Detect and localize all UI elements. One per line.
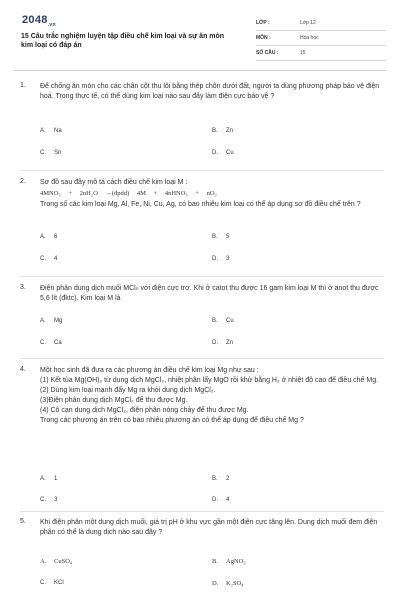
option-c[interactable]	[40, 580, 64, 586]
option-text: Ca	[54, 340, 62, 346]
meta-table	[256, 16, 386, 61]
meta-value: Hóa học	[300, 35, 319, 41]
logo-main-text: 2048	[22, 14, 48, 26]
stem-line: Trong số các kim loại Mg, Al, Fe, Ni, Cu, Ag, có bao nhiêu kim loại có thể áp dụng sơ đồ điều chế trên ?	[40, 201, 361, 208]
option-text: 3	[226, 256, 230, 262]
option-text: Cu	[226, 318, 234, 324]
eq-term: 4M	[136, 190, 146, 197]
question-stem	[40, 366, 384, 426]
eq-term: nO₂	[206, 190, 217, 197]
option-key: A.	[40, 558, 47, 565]
chemical-equation	[40, 189, 384, 199]
option-text: Mg	[54, 318, 63, 324]
option-key: D.	[212, 340, 218, 346]
stem-line: (4) Cô cạn dung dịch MgCl₂, điện phân nóng chảy để thu được Mg.	[40, 407, 249, 414]
logo-sub-text: .vn	[47, 22, 56, 29]
option-d[interactable]	[212, 340, 233, 346]
option-b[interactable]	[212, 558, 246, 565]
worksheet-title: 15 Câu trắc nghiệm luyện tập điều chế kim loại và sự ăn mòn kim loại có đáp án	[21, 33, 225, 49]
option-d[interactable]	[212, 150, 234, 156]
worksheet-header	[14, 12, 386, 64]
option-b[interactable]	[212, 234, 229, 240]
question-number: 2.	[20, 178, 26, 185]
option-text: 1	[54, 476, 58, 482]
stem-line: (3)Điện phân dung dịch MgCl₂ để thu được Mg.	[40, 397, 188, 404]
eq-term: 2nH₂O	[79, 190, 98, 197]
option-key: B.	[212, 476, 218, 482]
option-key: B.	[212, 234, 218, 240]
question-stem: Điện phân dung dịch muối MClₙ với điện cực trơ. Khi ở catot thu được 16 gam kim loại M thì ở anot thu được 5,6 lít (đktc). Kim loại M là	[40, 285, 379, 302]
stem-line: (2) Dùng kim loại mạnh đẩy Mg ra khỏi dung dịch MgCl₂.	[40, 387, 216, 394]
question-stem	[40, 178, 384, 210]
option-b[interactable]	[212, 318, 234, 324]
question-stem: Để chống ăn mòn cho các chân cột thu lôi bằng thép chôn dưới đất, người ta dùng phương pháp bảo vệ điện hoá. Trong thực tế, có thể dùng kim loại nào sau đây làm điện cực bảo vệ ?	[40, 83, 380, 100]
option-key: A.	[40, 318, 46, 324]
option-text: Cu	[226, 150, 234, 156]
option-c[interactable]	[40, 256, 57, 262]
meta-label: SỐ CÂU :	[256, 50, 279, 56]
option-a[interactable]	[40, 234, 57, 240]
eq-term: 4nHNO₃	[164, 190, 188, 197]
eq-term: 4MNO₃	[40, 190, 61, 197]
question-number: 5.	[20, 518, 26, 525]
option-text: 4	[54, 256, 58, 262]
option-d[interactable]	[212, 497, 229, 503]
option-a[interactable]	[40, 476, 57, 482]
meta-row-subject	[256, 31, 386, 46]
option-b[interactable]	[212, 128, 233, 134]
question-divider	[20, 276, 384, 277]
option-text: K₂SO₄	[226, 580, 244, 587]
option-c[interactable]	[40, 150, 61, 156]
option-c[interactable]	[40, 497, 57, 503]
question-3	[20, 284, 384, 368]
question-divider	[20, 511, 384, 512]
header-divider	[14, 70, 386, 71]
question-number: 3.	[20, 284, 26, 291]
question-divider	[20, 358, 384, 359]
option-d[interactable]	[212, 256, 229, 262]
option-text: Zn	[226, 128, 234, 134]
option-d[interactable]	[212, 580, 244, 587]
option-text: Zn	[226, 340, 234, 346]
question-5	[20, 518, 384, 598]
question-4	[20, 366, 384, 512]
stem-line: Một học sinh đã đưa ra các phương án điều chế kim loại Mg như sau :	[40, 367, 259, 374]
option-a[interactable]	[40, 318, 62, 324]
option-key: B.	[212, 128, 218, 134]
meta-value: Lớp 12	[300, 20, 316, 26]
option-text: Sn	[54, 150, 62, 156]
option-key: C.	[40, 497, 46, 503]
question-number: 1.	[20, 82, 26, 89]
question-1	[20, 82, 384, 172]
option-key: C.	[40, 340, 46, 346]
question-divider	[20, 170, 384, 171]
meta-label: MÔN :	[256, 35, 271, 41]
option-key: B.	[212, 558, 218, 565]
option-key: A.	[40, 128, 46, 134]
option-key: D.	[212, 580, 219, 587]
option-key: D.	[212, 150, 218, 156]
option-key: A.	[40, 476, 46, 482]
option-text: CuSO₄	[54, 558, 73, 565]
meta-row-class	[256, 16, 386, 31]
stem-line: Trong các phương án trên có bao nhiêu phương án có thể áp dụng để điều chế Mg ?	[40, 417, 304, 424]
option-key: C.	[40, 150, 46, 156]
option-key: C.	[40, 256, 46, 262]
option-text: 4	[226, 497, 230, 503]
option-key: C.	[40, 580, 46, 586]
option-c[interactable]	[40, 340, 62, 346]
question-stem: Khi điện phân một dung dịch muối, giá trị pH ở khu vực gần một điện cực tăng lên. Dung dịch muối đem điện phân có thể là dung dịch nào sau đây ?	[40, 519, 378, 536]
option-key: B.	[212, 318, 218, 324]
option-text: 3	[54, 497, 58, 503]
option-text: KCl	[54, 580, 64, 586]
meta-value: 15	[300, 50, 306, 56]
site-logo[interactable]	[22, 14, 56, 28]
option-text: AgNO₃	[226, 558, 246, 565]
option-text: 5	[226, 234, 230, 240]
question-number: 4.	[20, 366, 26, 373]
option-key: A.	[40, 234, 46, 240]
option-a[interactable]	[40, 128, 62, 134]
eq-arrow: →(đpdd)	[105, 190, 130, 197]
eq-term: +	[195, 190, 199, 197]
eq-term: +	[153, 190, 158, 197]
meta-row-count	[256, 46, 386, 61]
option-text: Na	[54, 128, 62, 134]
stem-line: (1) Kết tủa Mg(OH)₂ từ dung dịch MgCl₂, nhiệt phân lấy MgO rồi khử bằng H₂ ở nhiệt độ cao để điều chế Mg.	[40, 377, 379, 384]
option-a[interactable]	[40, 558, 72, 565]
question-2	[20, 178, 384, 278]
option-key: D.	[212, 256, 218, 262]
meta-label: LỚP :	[256, 20, 270, 26]
stem-line: Sơ đồ sau đây mô tả cách điều chế kim loại M :	[40, 179, 188, 186]
option-key: D.	[212, 497, 218, 503]
option-text: 6	[54, 234, 58, 240]
eq-term: +	[68, 190, 72, 197]
option-b[interactable]	[212, 476, 229, 482]
option-text: 2	[226, 476, 230, 482]
